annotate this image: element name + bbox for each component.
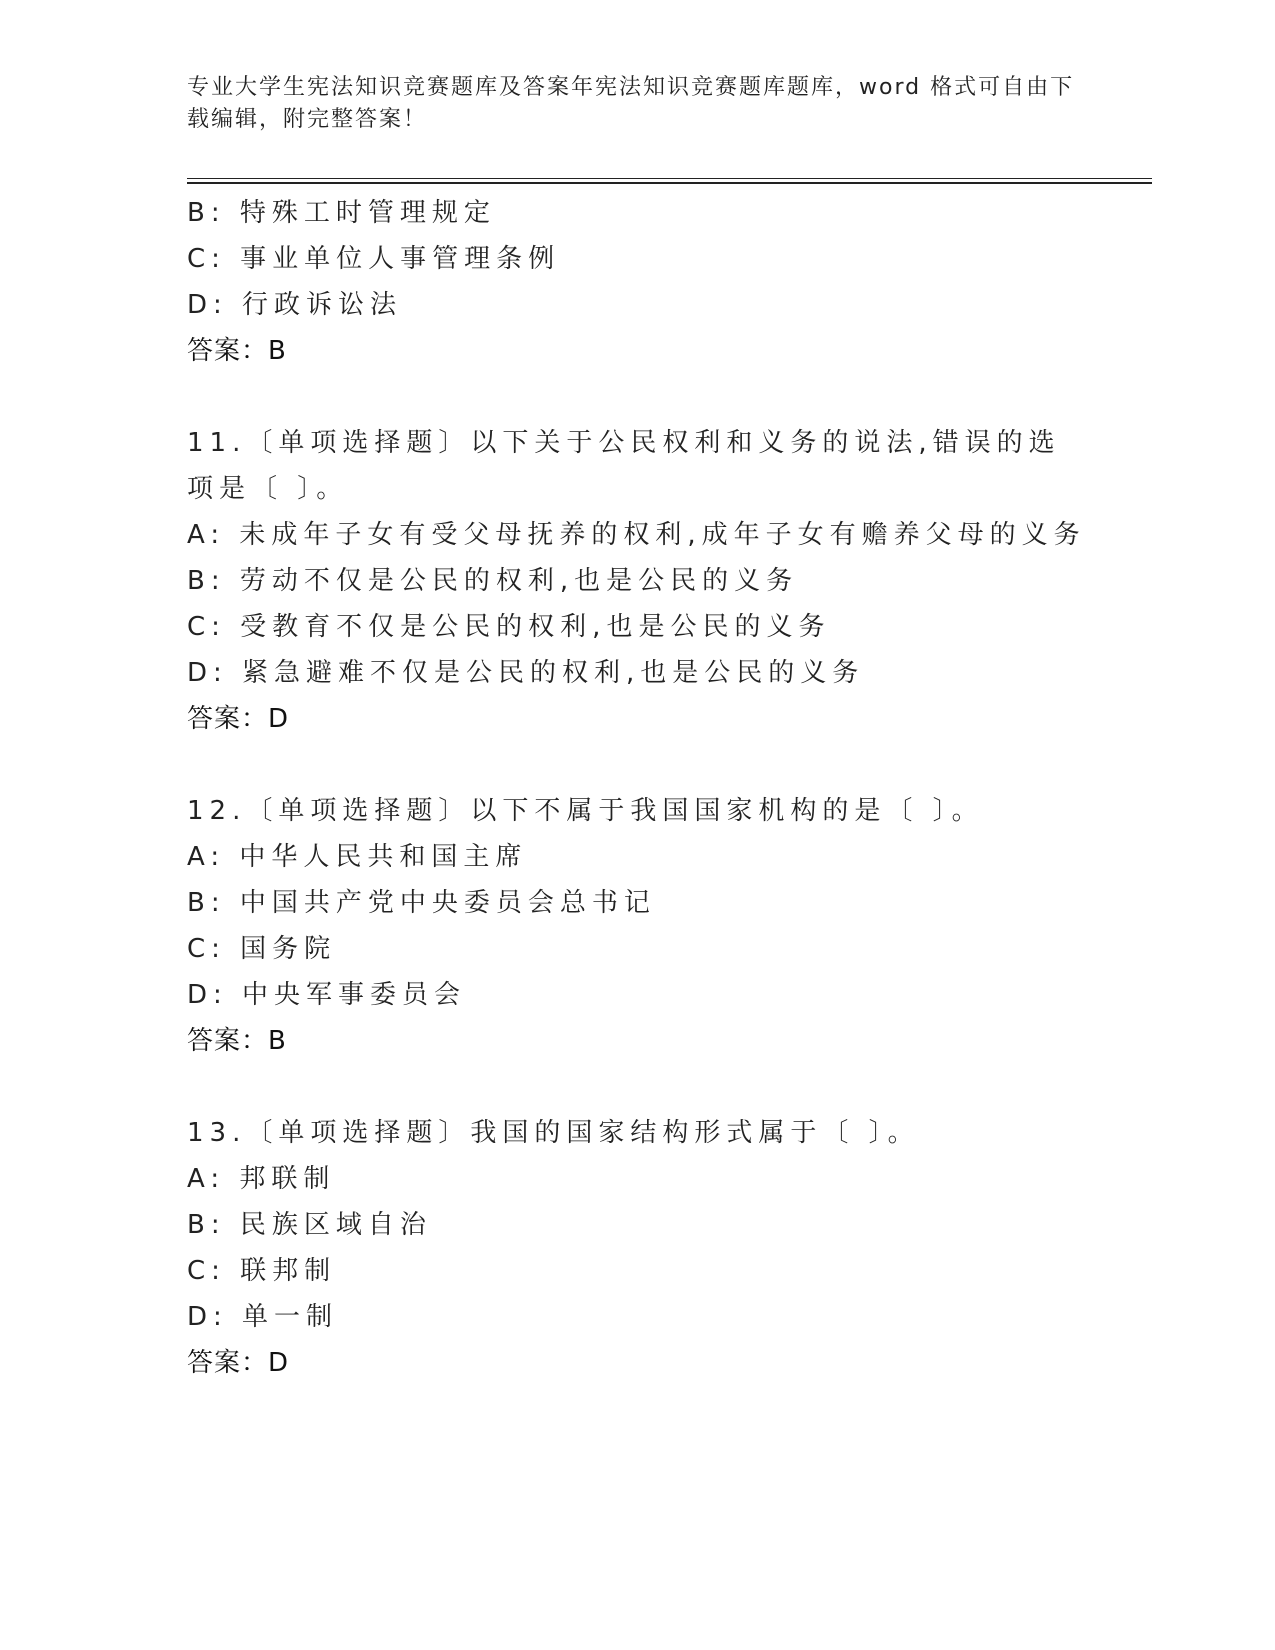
answer-line: 答案：D <box>187 1348 290 1378</box>
page-header-title: 专业大学生宪法知识竞赛题库及答案年宪法知识竞赛题库题库，word 格式可自由下载编辑，附完整答案！ <box>187 75 1075 132</box>
answer-line: 答案：B <box>187 336 287 366</box>
option-b: B: 特殊工时管理规定 <box>187 198 496 228</box>
spacer <box>187 1064 1147 1110</box>
header-divider-thin <box>187 178 1152 179</box>
question-content <box>187 190 1147 1386</box>
option-b: B: 中国共产党中央委员会总书记 <box>187 888 656 918</box>
question-text: 12.〔单项选择题〕以下不属于我国国家机构的是〔 〕。 <box>187 796 984 826</box>
question-text: 13.〔单项选择题〕我国的国家结构形式属于〔 〕。 <box>187 1118 920 1148</box>
question-13 <box>187 1110 1147 1386</box>
option-b: B: 民族区域自治 <box>187 1210 432 1240</box>
answer-line: 答案：B <box>187 1026 287 1056</box>
option-a: A: 未成年子女有受父母抚养的权利,成年子女有赡养父母的义务 <box>187 520 1086 550</box>
option-a: A: 邦联制 <box>187 1164 336 1194</box>
question-11 <box>187 420 1147 742</box>
option-c: C: 国务院 <box>187 934 337 964</box>
option-c: C: 事业单位人事管理条例 <box>187 244 561 274</box>
option-d: D: 单一制 <box>187 1302 339 1332</box>
question-text: 11.〔单项选择题〕以下关于公民权利和义务的说法,错误的选项是〔 〕。 <box>187 428 1061 504</box>
option-c: C: 受教育不仅是公民的权利,也是公民的义务 <box>187 612 831 642</box>
question-12 <box>187 788 1147 1064</box>
header-divider-thick <box>187 182 1152 184</box>
option-d: D: 行政诉讼法 <box>187 290 403 320</box>
answer-line: 答案：D <box>187 704 290 734</box>
spacer <box>187 374 1147 420</box>
option-a: A: 中华人民共和国主席 <box>187 842 528 872</box>
option-b: B: 劳动不仅是公民的权利,也是公民的义务 <box>187 566 799 596</box>
option-d: D: 中央军事委员会 <box>187 980 467 1010</box>
option-c: C: 联邦制 <box>187 1256 337 1286</box>
spacer <box>187 742 1147 788</box>
continued-question <box>187 190 1147 374</box>
option-d: D: 紧急避难不仅是公民的权利,也是公民的义务 <box>187 658 865 688</box>
